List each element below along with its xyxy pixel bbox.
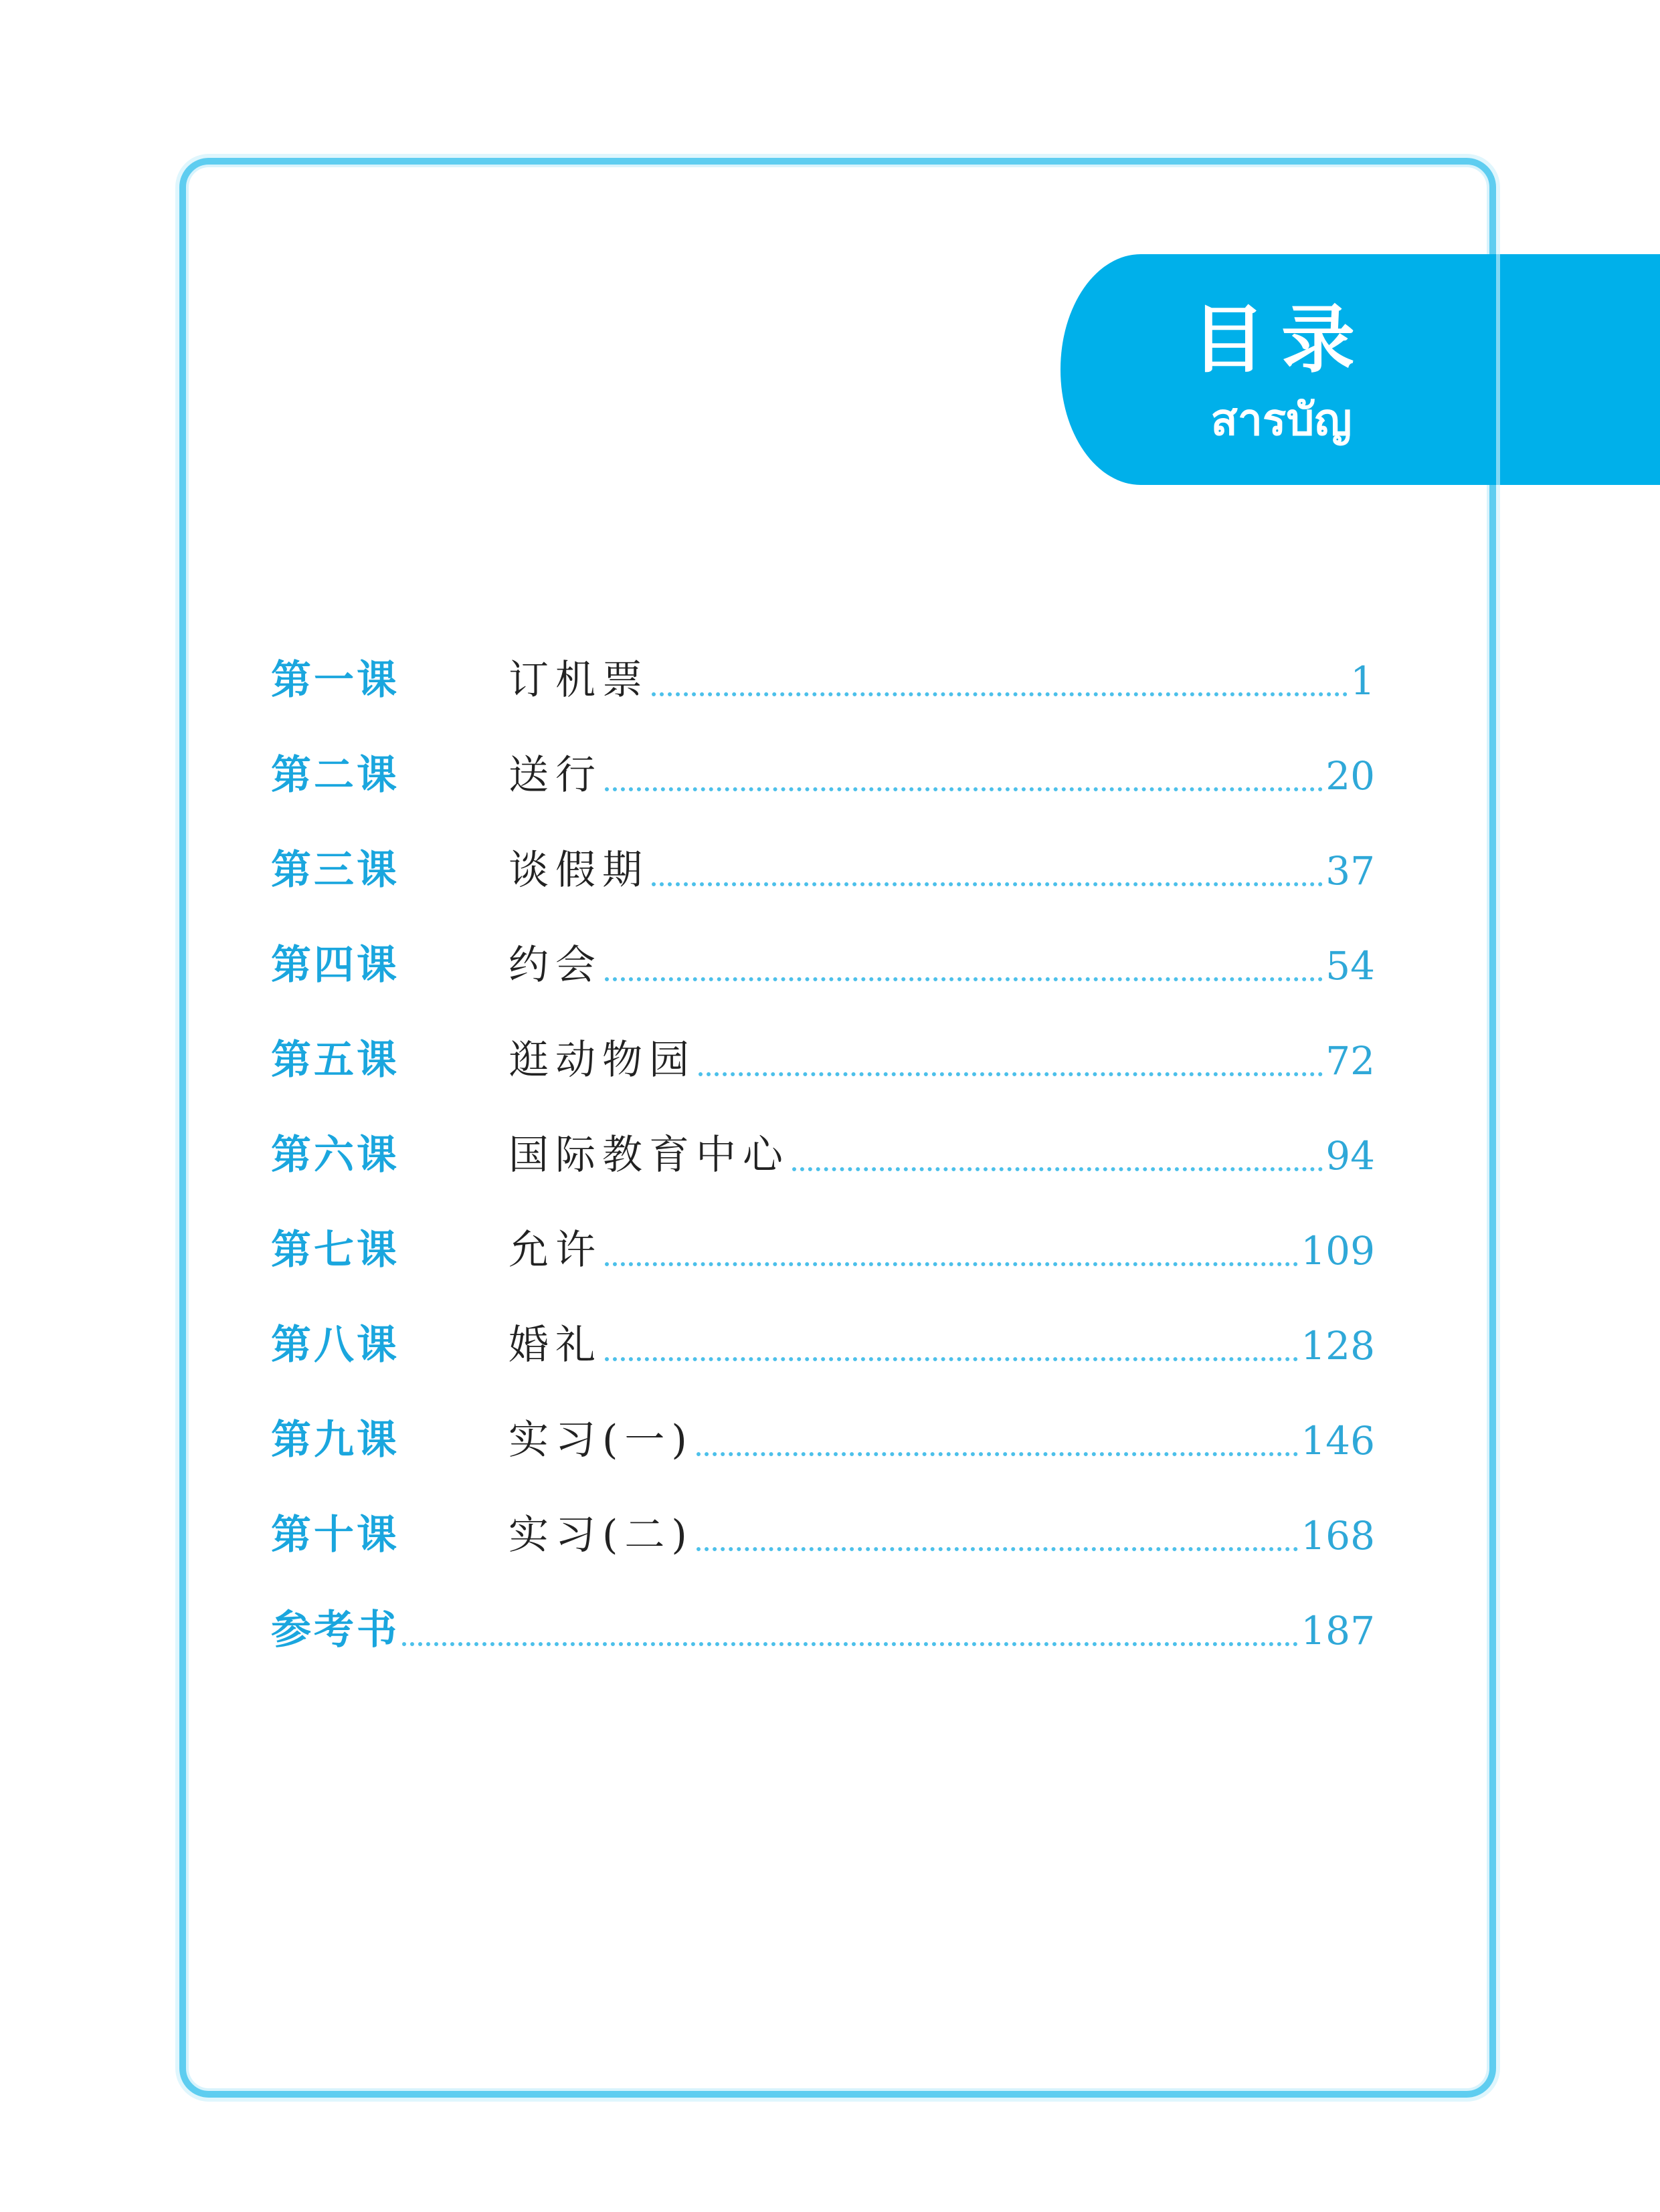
page-number: 187 [1301,1608,1375,1653]
contents-banner [1060,254,1660,485]
lesson-title: 送行 [509,752,602,799]
dot-leader [652,882,1323,886]
page-number: 20 [1325,753,1375,799]
banner-text-area [1060,254,1502,485]
page-number: 94 [1325,1133,1375,1179]
lesson-number: 第三课 [271,847,399,894]
toc-entry[interactable] [271,795,1375,894]
lesson-title: 谈假期 [509,847,649,894]
dot-leader [605,977,1323,981]
references-label: 参考书 [271,1607,399,1653]
page-number: 54 [1325,943,1375,989]
lesson-title: 实习(二) [509,1512,694,1559]
page-number: 168 [1301,1513,1375,1559]
lesson-title: 允许 [509,1227,602,1274]
dot-leader [792,1167,1323,1171]
dot-leader [697,1452,1298,1456]
page-number: 146 [1301,1418,1375,1464]
toc-entry[interactable] [271,985,1375,1084]
lesson-title: 实习(一) [509,1417,694,1464]
page-number: 1 [1350,658,1375,704]
page-subtitle: สารบัญ [1210,394,1352,445]
page-number: 72 [1325,1038,1375,1084]
toc-entry[interactable] [271,1460,1375,1559]
dot-leader [402,1642,1298,1646]
lesson-title: 婚礼 [509,1322,602,1369]
lesson-number: 第十课 [271,1512,399,1559]
toc-entry[interactable] [271,1365,1375,1464]
lesson-title: 国际教育中心 [509,1132,790,1179]
toc-entry[interactable] [271,1175,1375,1274]
lesson-number: 第四课 [271,942,399,989]
lesson-number: 第六课 [271,1132,399,1179]
toc-entry[interactable] [271,1270,1375,1369]
toc-entry[interactable] [271,890,1375,989]
lesson-title: 逛动物园 [509,1037,696,1084]
lesson-number: 第八课 [271,1322,399,1369]
dot-leader [697,1547,1298,1551]
banner-divider [1496,254,1500,485]
dot-leader [605,787,1323,791]
page-number: 109 [1301,1228,1375,1274]
page-title: 目录 [1192,297,1371,383]
lesson-title: 约会 [509,942,602,989]
toc-entry-references[interactable] [271,1555,1375,1653]
toc-entry[interactable] [271,1080,1375,1179]
lesson-number: 第九课 [271,1417,399,1464]
lesson-number: 第七课 [271,1227,399,1274]
page-number: 37 [1325,848,1375,894]
toc-entry[interactable] [271,605,1375,704]
dot-leader [605,1357,1298,1361]
lesson-title: 订机票 [509,657,649,704]
dot-leader [652,692,1348,696]
lesson-number: 第二课 [271,752,399,799]
dot-leader [605,1262,1298,1266]
page-number: 128 [1301,1323,1375,1369]
lesson-number: 第一课 [271,657,399,704]
dot-leader [699,1072,1323,1076]
lesson-number: 第五课 [271,1037,399,1084]
table-of-contents [271,605,1375,1653]
toc-entry[interactable] [271,700,1375,799]
